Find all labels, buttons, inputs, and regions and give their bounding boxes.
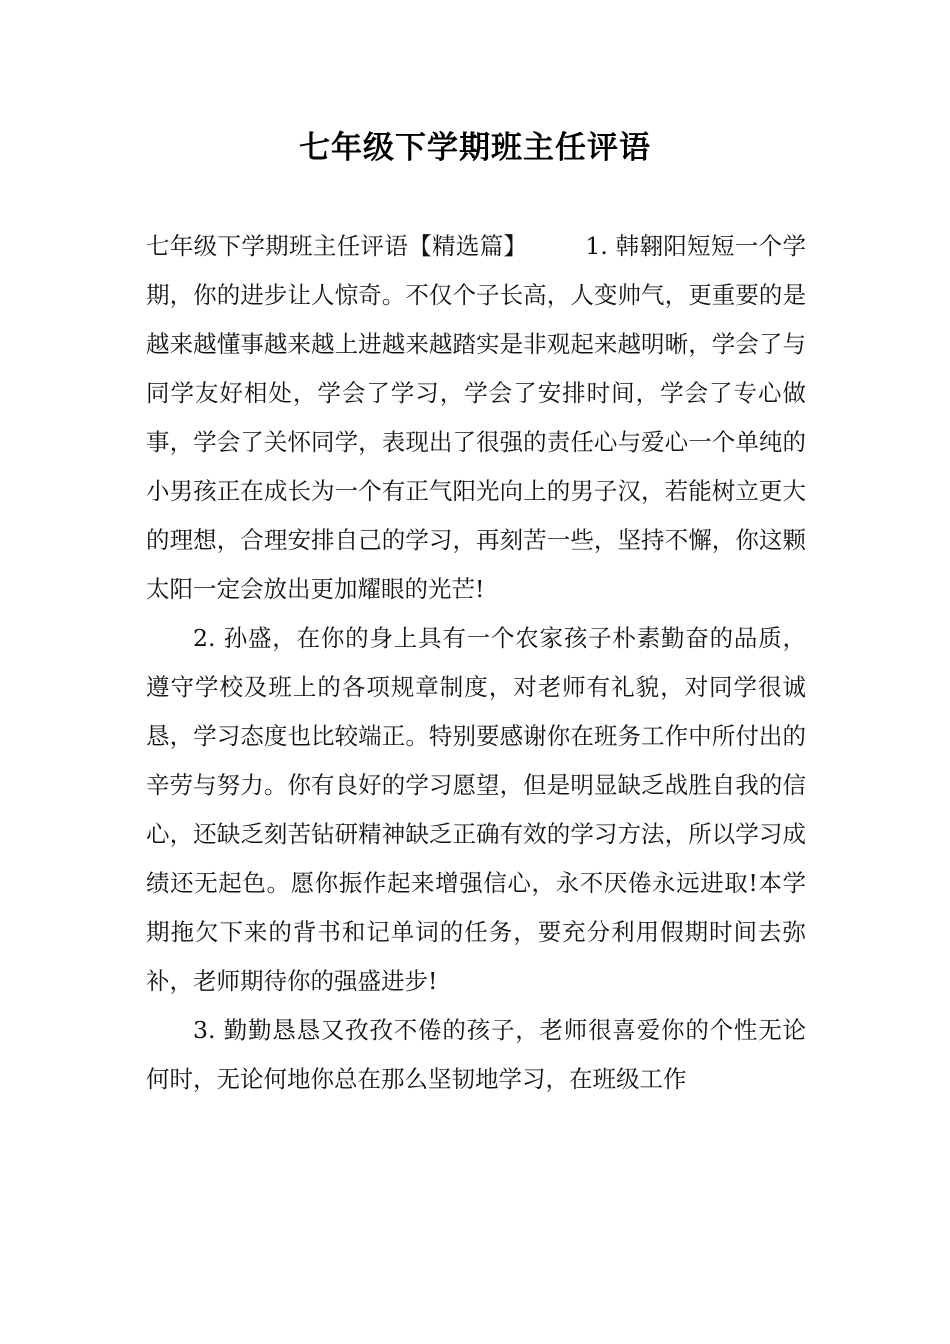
paragraph-1-text: 1. 韩翱阳短短一个学期，你的进步让人惊奇。不仅个子长高，人变帅气，更重要的是越来越懂事越来越上进越来越踏实是非观起来越明晰，学会了与同学友好相处，学会了学习，学会了安排时间，学会了专心做事，学会了关怀同学，表现出了很强的责任心与爱心一个单纯的小男孩正在成长为一个有正气阳光向上的男子汉，若能树立更大的理想，合理安排自己的学习，再刻苦一些，坚持不懈，你这颗太阳一定会放出更加耀眼的光芒! bbox=[146, 232, 806, 603]
document-body bbox=[146, 222, 806, 1104]
document-title: 七年级下学期班主任评语 bbox=[299, 130, 651, 166]
paragraph-2: 2. 孙盛，在你的身上具有一个农家孩子朴素勤奋的品质，遵守学校及班上的各项规章制度，对老师有礼貌，对同学很诚恳，学习态度也比较端正。特别要感谢你在班务工作中所付出的辛劳与努力。你有良好的学习愿望，但是明显缺乏战胜自我的信心，还缺乏刻苦钻研精神缺乏正确有效的学习方法，所以学习成绩还无起色。愿你振作起来增强信心，永不厌倦永远进取!本学期拖欠下来的背书和记单词的任务，要充分利用假期时间去弥补，老师期待你的强盛进步! bbox=[146, 624, 806, 995]
paragraph-3: 3. 勤勤恳恳又孜孜不倦的孩子，老师很喜爱你的个性无论何时，无论何地你总在那么坚韧地学习，在班级工作 bbox=[146, 1016, 806, 1093]
section-heading: 七年级下学期班主任评语【精选篇】 bbox=[146, 232, 528, 260]
paragraph-1 bbox=[146, 222, 806, 614]
